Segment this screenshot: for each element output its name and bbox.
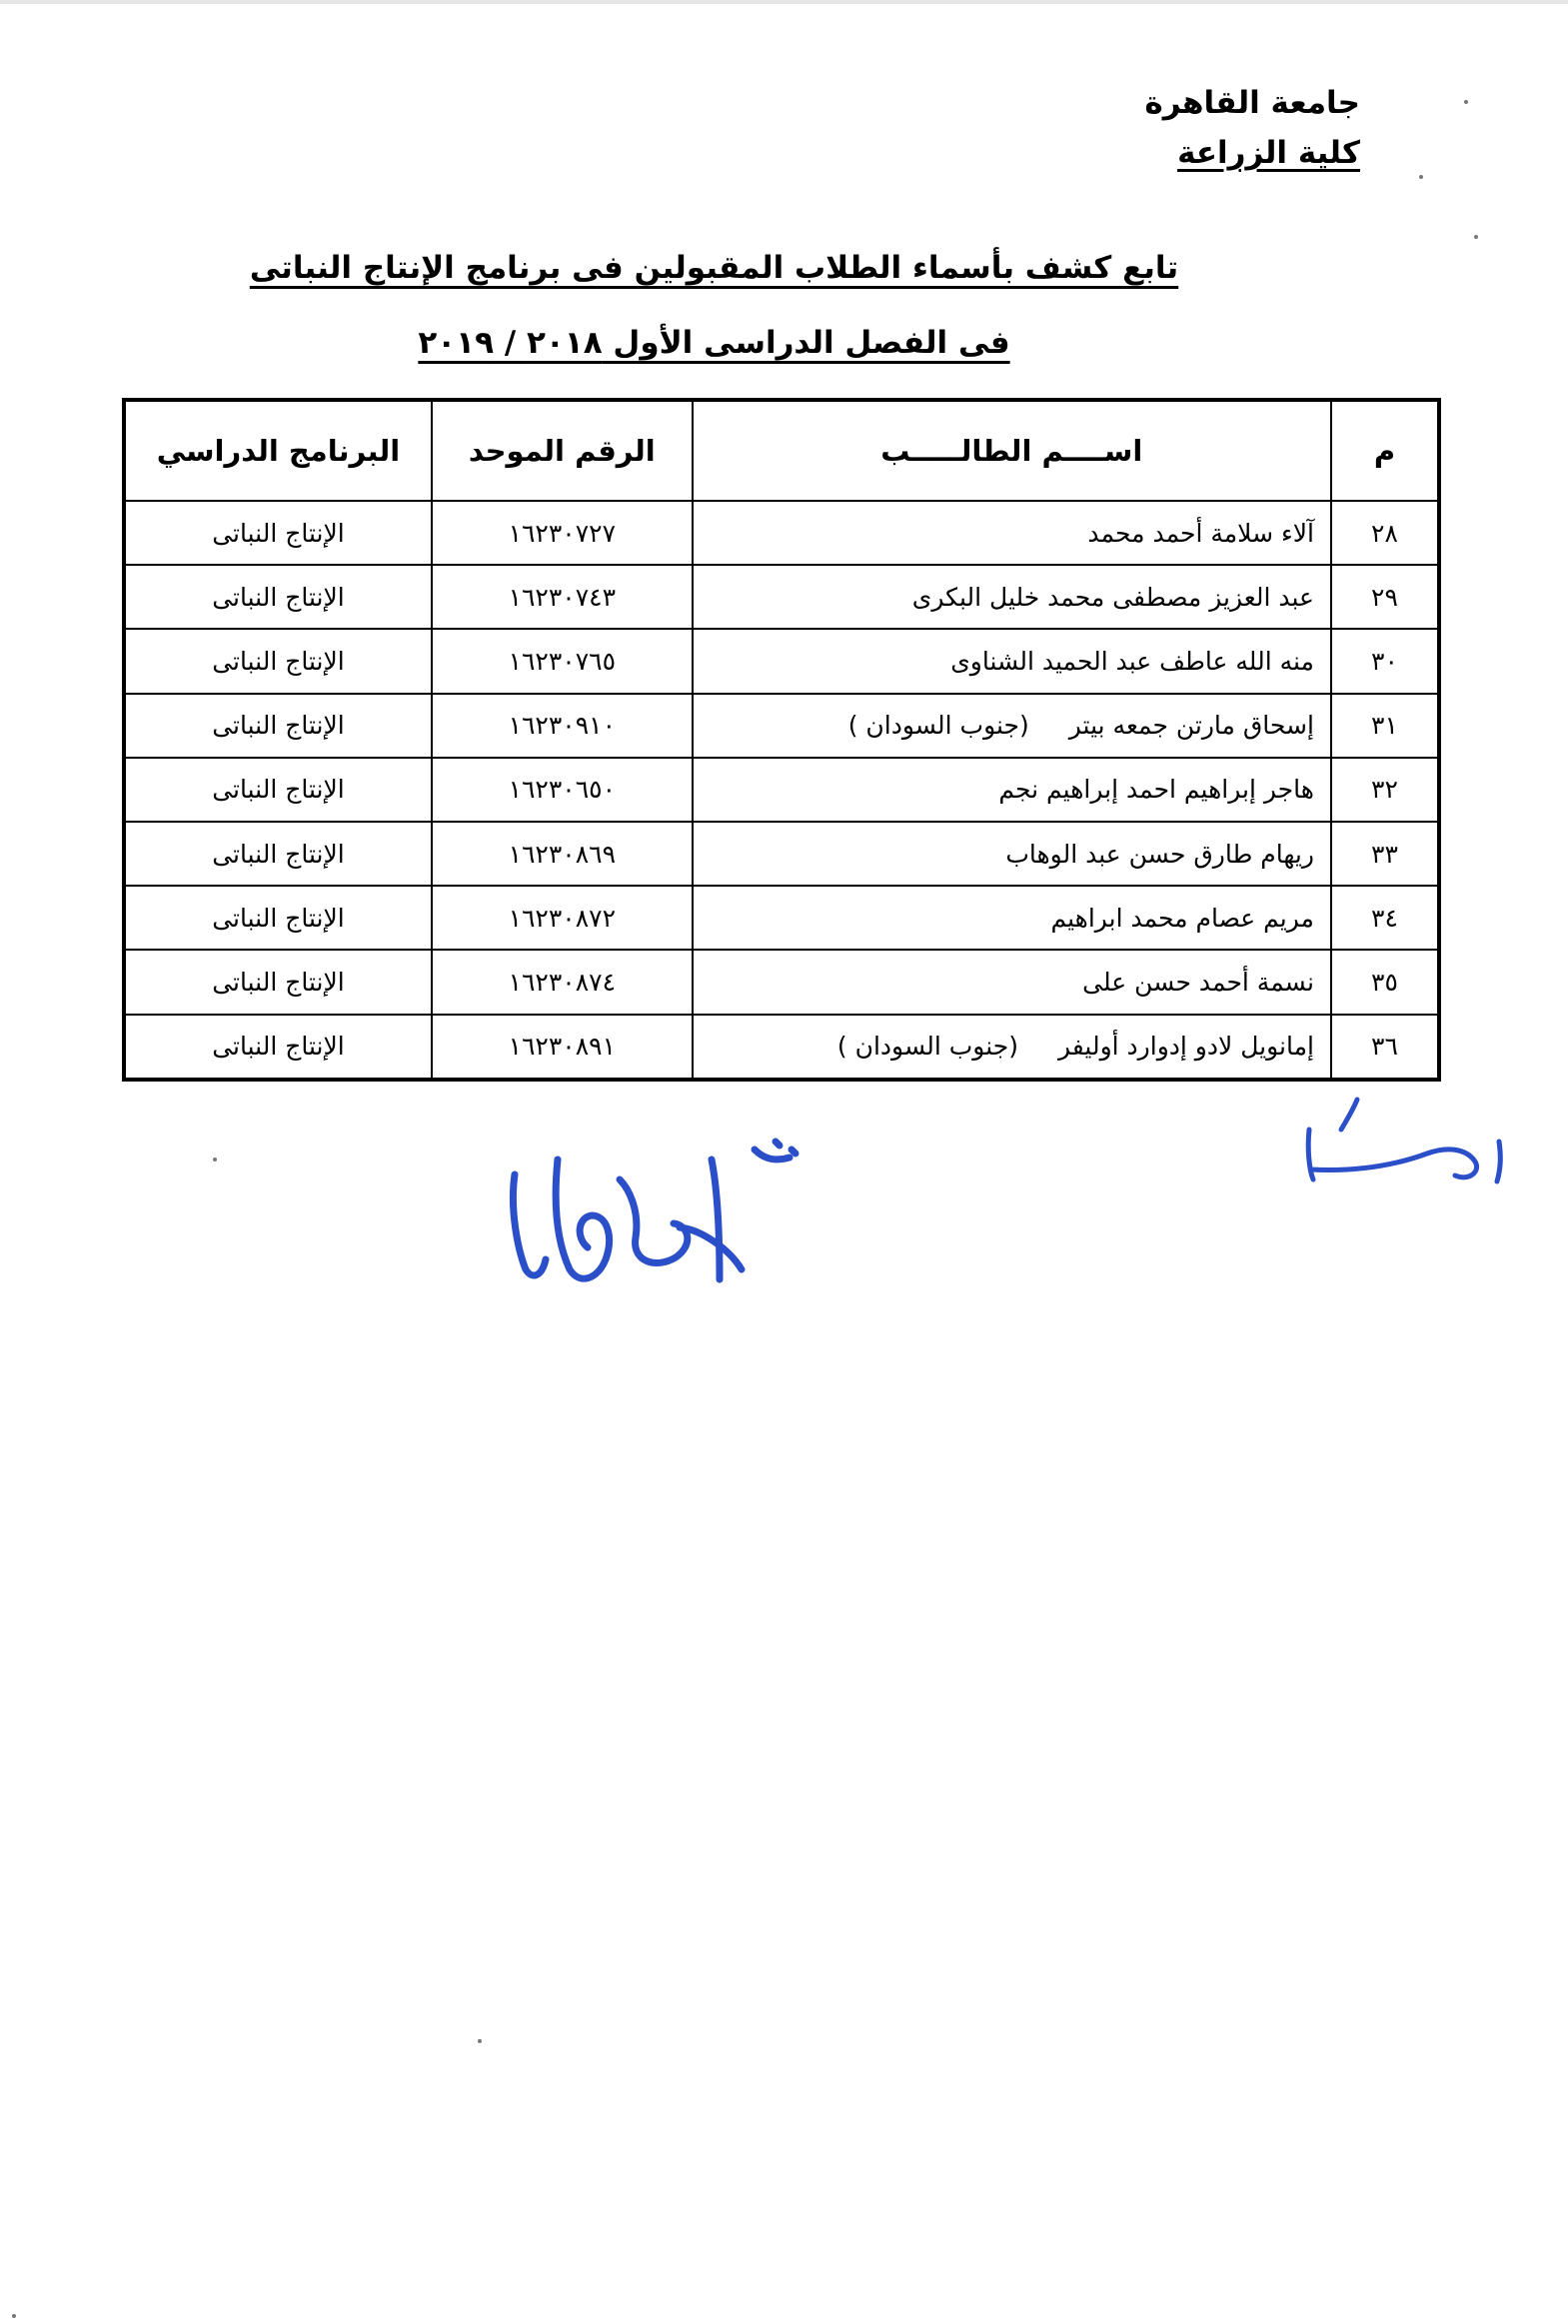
student-id: ١٦٢٣٠٦٥٠ (432, 758, 693, 822)
header-block (1144, 78, 1360, 178)
table-row (124, 694, 1439, 758)
student-program: الإنتاج النباتى (124, 886, 432, 950)
scan-speck (1464, 100, 1468, 104)
student-name: نسمة أحمد حسن على (1082, 968, 1314, 998)
student-id: ١٦٢٣٠٨٩١ (432, 1015, 693, 1080)
student-name-cell (693, 758, 1331, 822)
student-name: آلاء سلامة أحمد محمد (1087, 518, 1314, 548)
student-program: الإنتاج النباتى (124, 758, 432, 822)
table-header-row (124, 400, 1439, 501)
row-number: ٣٦ (1331, 1015, 1439, 1080)
row-number: ٣٤ (1331, 886, 1439, 950)
student-program: الإنتاج النباتى (124, 950, 432, 1014)
student-name: عبد العزيز مصطفى محمد خليل البكرى (911, 582, 1314, 612)
student-id: ١٦٢٣٠٨٧٢ (432, 886, 693, 950)
student-name-cell (693, 501, 1331, 565)
row-number: ٣٣ (1331, 822, 1439, 886)
student-id: ١٦٢٣٠٨٦٩ (432, 822, 693, 886)
col-name-header: اســــم الطالـــــب (693, 400, 1331, 501)
table-row (124, 629, 1439, 693)
signature-mark-right (1279, 1090, 1519, 1199)
scan-speck (478, 2039, 482, 2043)
student-id: ١٦٢٣٠٧٢٧ (432, 501, 693, 565)
student-note: (جنوب السودان ) (847, 711, 1029, 741)
student-name-cell (693, 1015, 1331, 1080)
faculty-name: كلية الزراعة (1177, 135, 1360, 171)
student-id: ١٦٢٣٠٩١٠ (432, 694, 693, 758)
student-name-cell (693, 886, 1331, 950)
student-name-cell (693, 629, 1331, 693)
table-row (124, 501, 1439, 565)
table-row (124, 565, 1439, 629)
row-number: ٣٠ (1331, 629, 1439, 693)
student-name-cell (693, 565, 1331, 629)
table-row (124, 822, 1439, 886)
table-row (124, 758, 1439, 822)
student-program: الإنتاج النباتى (124, 1015, 432, 1080)
student-program: الإنتاج النباتى (124, 565, 432, 629)
col-program-header: البرنامج الدراسي (124, 400, 432, 501)
table-row (124, 886, 1439, 950)
student-name-cell (693, 950, 1331, 1014)
table-row (124, 1015, 1439, 1080)
student-note: (جنوب السودان ) (836, 1032, 1018, 1062)
student-program: الإنتاج النباتى (124, 694, 432, 758)
student-program: الإنتاج النباتى (124, 501, 432, 565)
col-id-header: الرقم الموحد (432, 400, 693, 501)
student-id: ١٦٢٣٠٧٦٥ (432, 629, 693, 693)
scan-speck (1419, 175, 1423, 179)
university-name: جامعة القاهرة (1144, 85, 1360, 121)
student-id: ١٦٢٣٠٧٤٣ (432, 565, 693, 629)
student-program: الإنتاج النباتى (124, 822, 432, 886)
student-name: منه الله عاطف عبد الحميد الشناوى (950, 647, 1314, 676)
student-id: ١٦٢٣٠٨٧٤ (432, 950, 693, 1014)
student-name-cell (693, 822, 1331, 886)
students-table (122, 398, 1441, 1082)
row-number: ٣٥ (1331, 950, 1439, 1014)
row-number: ٣١ (1331, 694, 1439, 758)
scan-edge (0, 0, 1568, 4)
row-number: ٢٨ (1331, 501, 1439, 565)
signature-mark (480, 1120, 859, 1309)
student-name: إسحاق مارتن جمعه بيتر (1068, 711, 1314, 741)
student-name: هاجر إبراهيم احمد إبراهيم نجم (998, 775, 1314, 805)
student-name: إمانويل لادو إدوارد أوليفر (1057, 1032, 1314, 1062)
student-name: مريم عصام محمد ابراهيم (1050, 903, 1314, 933)
table-body (124, 501, 1439, 1080)
student-program: الإنتاج النباتى (124, 629, 432, 693)
col-number-header: م (1331, 400, 1439, 501)
scan-speck (1474, 235, 1478, 239)
table-row (124, 950, 1439, 1014)
row-number: ٣٢ (1331, 758, 1439, 822)
student-name: ريهام طارق حسن عبد الوهاب (1005, 839, 1314, 869)
document-title: تابع كشف بأسماء الطلاب المقبولين فى برنامج الإنتاج النباتى (249, 250, 1179, 286)
document-subtitle: فى الفصل الدراسى الأول ٢٠١٨ / ٢٠١٩ (418, 325, 1010, 361)
scan-speck (12, 2314, 16, 2318)
row-number: ٢٩ (1331, 565, 1439, 629)
scan-speck (213, 1158, 217, 1162)
student-name-cell (693, 694, 1331, 758)
